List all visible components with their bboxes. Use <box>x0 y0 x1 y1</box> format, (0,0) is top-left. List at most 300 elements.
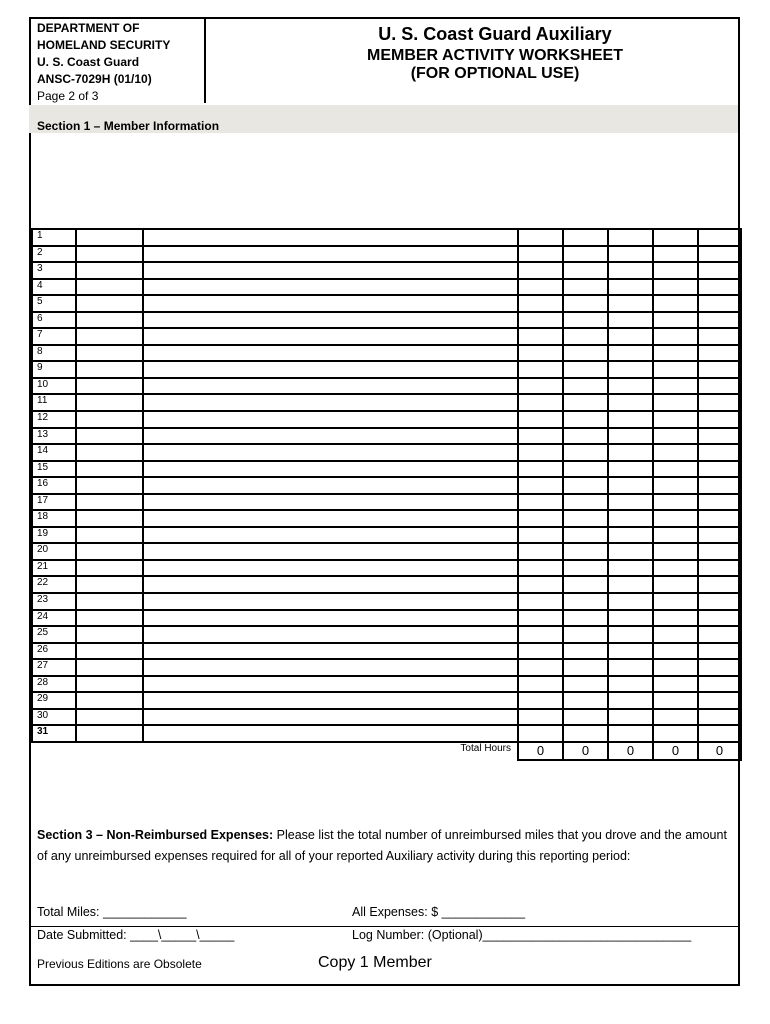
row-number: 14 <box>32 444 76 461</box>
grid-cell[interactable] <box>653 494 698 511</box>
grid-cell[interactable] <box>143 428 518 445</box>
grid-cell[interactable] <box>653 312 698 329</box>
row-number: 2 <box>32 246 76 263</box>
grid-cell[interactable] <box>608 461 653 478</box>
grid-cell[interactable] <box>76 676 143 693</box>
row-number: 31 <box>32 725 76 742</box>
grid-cell[interactable] <box>76 229 143 246</box>
header-divider <box>204 17 206 103</box>
grid-cell[interactable] <box>698 229 741 246</box>
grid-cell[interactable] <box>563 659 608 676</box>
grid-cell[interactable] <box>518 345 563 362</box>
grid-cell[interactable] <box>608 643 653 660</box>
grid-cell[interactable] <box>143 626 518 643</box>
grid-cell[interactable] <box>76 610 143 627</box>
table-row <box>32 593 741 610</box>
all-expenses-field[interactable]: All Expenses: $ ____________ <box>352 905 526 919</box>
grid-cell[interactable] <box>653 361 698 378</box>
grid-cell[interactable] <box>518 610 563 627</box>
row-number: 15 <box>32 461 76 478</box>
grid-cell[interactable] <box>518 312 563 329</box>
totals-row <box>32 742 741 760</box>
grid-cell[interactable] <box>518 428 563 445</box>
date-submitted-field[interactable]: Date Submitted: ____\_____\_____ <box>37 928 235 942</box>
grid-cell[interactable] <box>518 510 563 527</box>
grid-cell[interactable] <box>653 461 698 478</box>
grid-cell[interactable] <box>698 543 741 560</box>
grid-cell[interactable] <box>143 279 518 296</box>
grid-cell[interactable] <box>518 328 563 345</box>
grid-cell[interactable] <box>143 328 518 345</box>
grid-cell[interactable] <box>518 262 563 279</box>
grid-cell[interactable] <box>563 328 608 345</box>
grid-cell[interactable] <box>698 643 741 660</box>
grid-cell[interactable] <box>608 626 653 643</box>
table-row <box>32 246 741 263</box>
grid-cell[interactable] <box>563 394 608 411</box>
table-row <box>32 543 741 560</box>
dept-line1: DEPARTMENT OF <box>37 21 140 35</box>
form-title: U. S. Coast Guard Auxiliary <box>378 24 612 44</box>
grid-cell[interactable] <box>563 725 608 742</box>
grid-cell[interactable] <box>518 659 563 676</box>
row-number: 18 <box>32 510 76 527</box>
grid-cell[interactable] <box>698 659 741 676</box>
grid-cell[interactable] <box>608 510 653 527</box>
grid-cell[interactable] <box>608 543 653 560</box>
grid-cell[interactable] <box>76 576 143 593</box>
row-number: 16 <box>32 477 76 494</box>
grid-cell[interactable] <box>76 527 143 544</box>
grid-cell[interactable] <box>143 543 518 560</box>
page-number: Page 2 of 3 <box>37 89 99 103</box>
grid-cell[interactable] <box>76 279 143 296</box>
grid-cell[interactable] <box>76 328 143 345</box>
grid-cell[interactable] <box>518 494 563 511</box>
grid-cell[interactable] <box>653 560 698 577</box>
grid-cell[interactable] <box>563 709 608 726</box>
grid-cell[interactable] <box>608 428 653 445</box>
table-row <box>32 510 741 527</box>
table-row <box>32 477 741 494</box>
grid-cell[interactable] <box>563 593 608 610</box>
grid-cell[interactable] <box>653 610 698 627</box>
row-number: 29 <box>32 692 76 709</box>
grid-cell[interactable] <box>698 527 741 544</box>
row-number: 20 <box>32 543 76 560</box>
grid-cell[interactable] <box>698 494 741 511</box>
section3-text-block <box>37 825 737 867</box>
grid-cell[interactable] <box>698 328 741 345</box>
copy-label: Copy 1 Member <box>318 954 432 971</box>
grid-cell[interactable] <box>698 610 741 627</box>
grid-cell[interactable] <box>518 411 563 428</box>
grid-cell[interactable] <box>76 444 143 461</box>
grid-cell[interactable] <box>653 643 698 660</box>
grid-cell[interactable] <box>518 676 563 693</box>
grid-cell[interactable] <box>76 709 143 726</box>
section1-header <box>29 105 738 133</box>
grid-cell[interactable] <box>518 560 563 577</box>
grid-cell[interactable] <box>518 643 563 660</box>
grid-cell[interactable] <box>698 295 741 312</box>
grid-cell[interactable] <box>698 725 741 742</box>
grid-cell[interactable] <box>563 543 608 560</box>
grid-cell[interactable] <box>563 477 608 494</box>
table-row <box>32 345 741 362</box>
grid-cell[interactable] <box>608 444 653 461</box>
grid-cell[interactable] <box>563 345 608 362</box>
grid-cell[interactable] <box>563 246 608 263</box>
table-row <box>32 328 741 345</box>
grid-cell[interactable] <box>698 576 741 593</box>
grid-cell[interactable] <box>653 428 698 445</box>
table-row <box>32 262 741 279</box>
row-number: 27 <box>32 659 76 676</box>
grid-cell[interactable] <box>143 593 518 610</box>
activity-grid <box>31 228 742 761</box>
grid-cell[interactable] <box>518 725 563 742</box>
grid-cell[interactable] <box>143 725 518 742</box>
grid-cell[interactable] <box>698 345 741 362</box>
grid-cell[interactable] <box>143 643 518 660</box>
grid-cell[interactable] <box>608 229 653 246</box>
table-row <box>32 626 741 643</box>
row-number: 1 <box>32 229 76 246</box>
row-number: 22 <box>32 576 76 593</box>
grid-cell[interactable] <box>698 312 741 329</box>
grid-cell[interactable] <box>608 527 653 544</box>
table-row <box>32 725 741 742</box>
grid-cell[interactable] <box>518 692 563 709</box>
row-number: 9 <box>32 361 76 378</box>
grid-cell[interactable] <box>518 361 563 378</box>
grid-cell[interactable] <box>518 477 563 494</box>
grid-cell[interactable] <box>143 709 518 726</box>
grid-cell[interactable] <box>608 361 653 378</box>
grid-cell[interactable] <box>518 543 563 560</box>
grid-cell[interactable] <box>698 378 741 395</box>
grid-cell[interactable] <box>563 461 608 478</box>
grid-cell[interactable] <box>143 361 518 378</box>
grid-cell[interactable] <box>653 725 698 742</box>
grid-cell[interactable] <box>518 626 563 643</box>
grid-cell[interactable] <box>608 659 653 676</box>
grid-cell[interactable] <box>76 345 143 362</box>
grid-cell[interactable] <box>563 361 608 378</box>
row-number: 25 <box>32 626 76 643</box>
grid-cell[interactable] <box>698 262 741 279</box>
grid-cell[interactable] <box>698 361 741 378</box>
table-row <box>32 428 741 445</box>
grid-cell[interactable] <box>653 510 698 527</box>
grid-cell[interactable] <box>143 692 518 709</box>
section1-label: Section 1 – Member Information <box>37 119 220 133</box>
grid-cell[interactable] <box>698 461 741 478</box>
grid-cell[interactable] <box>698 444 741 461</box>
grid-cell[interactable] <box>653 692 698 709</box>
row-number: 3 <box>32 262 76 279</box>
grid-cell[interactable] <box>653 246 698 263</box>
table-row <box>32 560 741 577</box>
row-number: 11 <box>32 394 76 411</box>
grid-cell[interactable] <box>76 394 143 411</box>
total-hours-value: 0 <box>518 742 563 760</box>
form-subtitle-optional: (FOR OPTIONAL USE) <box>410 65 580 82</box>
grid-cell[interactable] <box>698 477 741 494</box>
grid-cell[interactable] <box>698 394 741 411</box>
table-row <box>32 610 741 627</box>
total-hours-label: Total Hours <box>460 742 511 754</box>
grid-cell[interactable] <box>608 262 653 279</box>
table-row <box>32 709 741 726</box>
grid-cell[interactable] <box>76 477 143 494</box>
grid-cell[interactable] <box>653 593 698 610</box>
grid-cell[interactable] <box>653 345 698 362</box>
total-hours-value: 0 <box>608 742 653 760</box>
grid-cell[interactable] <box>563 560 608 577</box>
grid-cell[interactable] <box>518 229 563 246</box>
grid-cell[interactable] <box>76 692 143 709</box>
grid-cell[interactable] <box>518 279 563 296</box>
form-number: ANSC-7029H (01/10) <box>37 72 152 86</box>
grid-cell[interactable] <box>143 394 518 411</box>
table-row <box>32 676 741 693</box>
grid-cell[interactable] <box>143 295 518 312</box>
row-number: 26 <box>32 643 76 660</box>
grid-cell[interactable] <box>608 345 653 362</box>
grid-cell[interactable] <box>698 692 741 709</box>
grid-cell[interactable] <box>608 312 653 329</box>
grid-cell[interactable] <box>698 626 741 643</box>
grid-cell[interactable] <box>608 725 653 742</box>
grid-cell[interactable] <box>608 494 653 511</box>
row-number: 8 <box>32 345 76 362</box>
section3-label: Section 3 – Non-Reimbursed Expenses: <box>37 828 274 842</box>
grid-cell[interactable] <box>608 692 653 709</box>
grid-cell[interactable] <box>143 676 518 693</box>
grid-cell[interactable] <box>143 659 518 676</box>
grid-cell[interactable] <box>563 378 608 395</box>
grid-cell[interactable] <box>653 477 698 494</box>
grid-cell[interactable] <box>563 428 608 445</box>
header-right-edge <box>738 17 740 103</box>
grid-cell[interactable] <box>76 361 143 378</box>
grid-cell[interactable] <box>563 643 608 660</box>
grid-cell[interactable] <box>143 527 518 544</box>
grid-cell[interactable] <box>76 543 143 560</box>
grid-cell[interactable] <box>143 378 518 395</box>
grid-cell[interactable] <box>563 262 608 279</box>
section3-divider <box>31 926 738 927</box>
grid-cell[interactable] <box>563 494 608 511</box>
grid-cell[interactable] <box>563 295 608 312</box>
grid-cell[interactable] <box>653 626 698 643</box>
row-number: 21 <box>32 560 76 577</box>
grid-cell[interactable] <box>518 378 563 395</box>
grid-cell[interactable] <box>698 411 741 428</box>
grid-cell[interactable] <box>608 576 653 593</box>
row-number: 28 <box>32 676 76 693</box>
table-row <box>32 378 741 395</box>
grid-cell[interactable] <box>563 411 608 428</box>
grid-cell[interactable] <box>563 676 608 693</box>
grid-cell[interactable] <box>143 576 518 593</box>
grid-cell[interactable] <box>76 411 143 428</box>
grid-cell[interactable] <box>653 543 698 560</box>
grid-cell[interactable] <box>563 279 608 296</box>
row-number: 7 <box>32 328 76 345</box>
table-row <box>32 527 741 544</box>
grid-cell[interactable] <box>698 279 741 296</box>
grid-cell[interactable] <box>698 676 741 693</box>
grid-cell[interactable] <box>563 527 608 544</box>
total-miles-field[interactable]: Total Miles: ____________ <box>37 905 187 919</box>
grid-cell[interactable] <box>653 659 698 676</box>
grid-cell[interactable] <box>563 510 608 527</box>
grid-cell[interactable] <box>608 378 653 395</box>
obsolete-notice: Previous Editions are Obsolete <box>37 957 202 971</box>
total-hours-value: 0 <box>563 742 608 760</box>
grid-cell[interactable] <box>518 527 563 544</box>
grid-cell[interactable] <box>76 560 143 577</box>
grid-cell[interactable] <box>608 610 653 627</box>
grid-cell[interactable] <box>76 461 143 478</box>
grid-cell[interactable] <box>608 676 653 693</box>
grid-cell[interactable] <box>143 494 518 511</box>
total-hours-value: 0 <box>698 742 741 760</box>
grid-cell[interactable] <box>563 312 608 329</box>
grid-cell[interactable] <box>143 560 518 577</box>
row-number: 13 <box>32 428 76 445</box>
grid-cell[interactable] <box>698 428 741 445</box>
grid-cell[interactable] <box>143 345 518 362</box>
grid-cell[interactable] <box>143 246 518 263</box>
grid-cell[interactable] <box>143 610 518 627</box>
grid-cell[interactable] <box>518 246 563 263</box>
grid-cell[interactable] <box>608 246 653 263</box>
grid-cell[interactable] <box>653 229 698 246</box>
grid-cell[interactable] <box>143 444 518 461</box>
grid-cell[interactable] <box>518 593 563 610</box>
grid-cell[interactable] <box>143 229 518 246</box>
grid-cell[interactable] <box>518 709 563 726</box>
grid-cell[interactable] <box>653 527 698 544</box>
grid-cell[interactable] <box>518 576 563 593</box>
table-row <box>32 394 741 411</box>
grid-cell[interactable] <box>563 626 608 643</box>
row-number: 23 <box>32 593 76 610</box>
table-row <box>32 444 741 461</box>
grid-cell[interactable] <box>698 246 741 263</box>
grid-cell[interactable] <box>76 246 143 263</box>
grid-cell[interactable] <box>653 411 698 428</box>
row-number: 19 <box>32 527 76 544</box>
row-number: 12 <box>32 411 76 428</box>
grid-cell[interactable] <box>518 444 563 461</box>
row-number: 24 <box>32 610 76 627</box>
table-row <box>32 461 741 478</box>
table-row <box>32 361 741 378</box>
grid-cell[interactable] <box>653 262 698 279</box>
grid-cell[interactable] <box>608 295 653 312</box>
grid-cell[interactable] <box>563 444 608 461</box>
grid-cell[interactable] <box>143 477 518 494</box>
grid-cell[interactable] <box>698 560 741 577</box>
grid-cell[interactable] <box>518 295 563 312</box>
grid-cell[interactable] <box>76 378 143 395</box>
grid-cell[interactable] <box>608 593 653 610</box>
row-number: 10 <box>32 378 76 395</box>
grid-cell[interactable] <box>653 279 698 296</box>
grid-cell[interactable] <box>76 643 143 660</box>
grid-cell[interactable] <box>76 295 143 312</box>
grid-cell[interactable] <box>608 709 653 726</box>
grid-cell[interactable] <box>653 709 698 726</box>
grid-cell[interactable] <box>76 510 143 527</box>
grid-cell[interactable] <box>608 411 653 428</box>
grid-cell[interactable] <box>698 709 741 726</box>
grid-cell[interactable] <box>143 461 518 478</box>
grid-cell[interactable] <box>653 576 698 593</box>
grid-cell[interactable] <box>698 510 741 527</box>
grid-cell[interactable] <box>653 444 698 461</box>
grid-cell[interactable] <box>76 725 143 742</box>
table-row <box>32 411 741 428</box>
grid-cell[interactable] <box>608 560 653 577</box>
grid-cell[interactable] <box>698 593 741 610</box>
row-number: 5 <box>32 295 76 312</box>
grid-cell[interactable] <box>608 279 653 296</box>
grid-cell[interactable] <box>76 262 143 279</box>
log-number-field[interactable]: Log Number: (Optional)______________________________ <box>352 928 692 942</box>
grid-cell[interactable] <box>653 295 698 312</box>
grid-cell[interactable] <box>76 593 143 610</box>
grid-cell[interactable] <box>518 461 563 478</box>
grid-cell[interactable] <box>563 692 608 709</box>
grid-cell[interactable] <box>143 312 518 329</box>
row-number: 4 <box>32 279 76 296</box>
dept-line2: HOMELAND SECURITY <box>37 38 171 52</box>
grid-cell[interactable] <box>563 610 608 627</box>
grid-cell[interactable] <box>518 394 563 411</box>
grid-cell[interactable] <box>653 328 698 345</box>
grid-cell[interactable] <box>76 626 143 643</box>
grid-cell[interactable] <box>143 262 518 279</box>
grid-cell[interactable] <box>563 576 608 593</box>
table-row <box>32 659 741 676</box>
grid-cell[interactable] <box>76 428 143 445</box>
grid-cell[interactable] <box>76 494 143 511</box>
header-agency-block <box>37 20 205 105</box>
grid-cell[interactable] <box>608 477 653 494</box>
row-number: 6 <box>32 312 76 329</box>
grid-cell[interactable] <box>608 328 653 345</box>
grid-cell[interactable] <box>653 378 698 395</box>
table-row <box>32 576 741 593</box>
grid-cell[interactable] <box>76 312 143 329</box>
grid-cell[interactable] <box>608 394 653 411</box>
section3-instructions: Please list the total number of unreimbursed miles that you drove and the amount of any unreimbursed expenses required for all of your reported Auxiliary activity during this reporting period: <box>37 828 727 863</box>
grid-cell[interactable] <box>76 659 143 676</box>
table-row <box>32 312 741 329</box>
grid-cell[interactable] <box>653 394 698 411</box>
table-row <box>32 295 741 312</box>
grid-cell[interactable] <box>143 510 518 527</box>
grid-cell[interactable] <box>653 676 698 693</box>
grid-cell[interactable] <box>143 411 518 428</box>
grid-cell[interactable] <box>563 229 608 246</box>
